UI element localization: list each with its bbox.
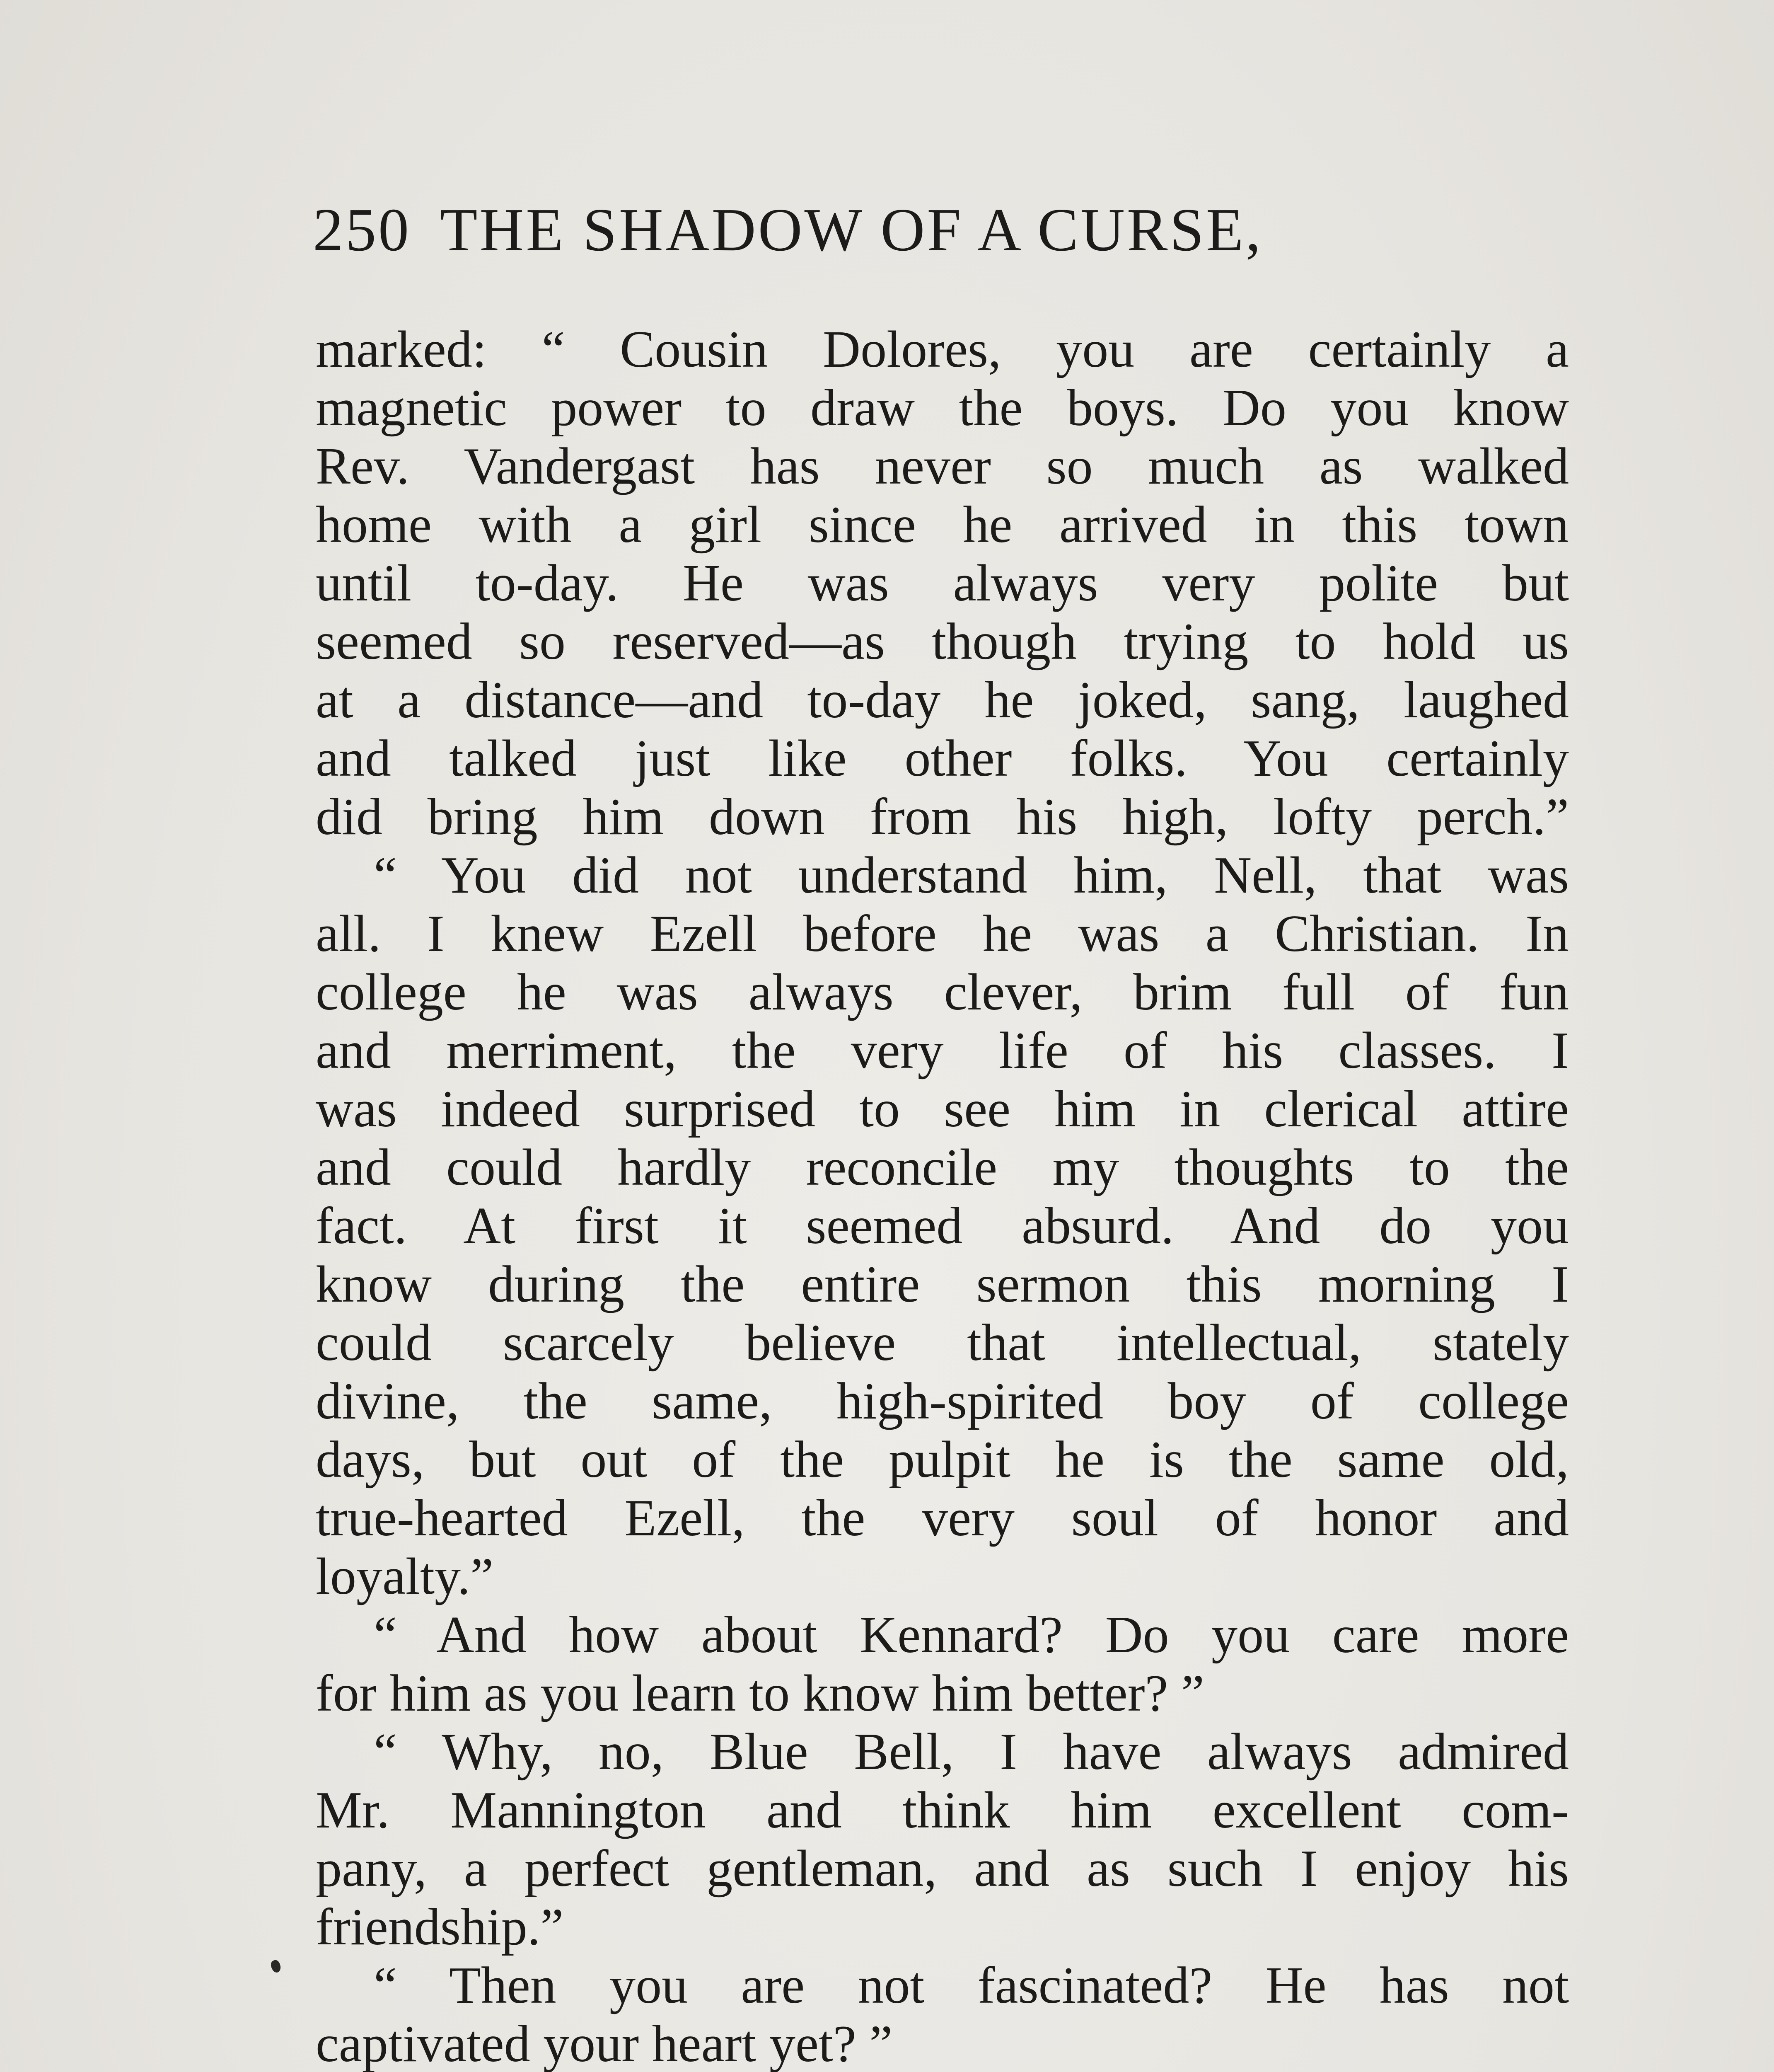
text-line: “ Why, no, Blue Bell, I have always admired: [374, 1723, 1569, 1781]
text-line: true-hearted Ezell, the very soul of honor and: [316, 1489, 1569, 1547]
text-line: and talked just like other folks. You certainly: [316, 730, 1569, 787]
text-line: and could hardly reconcile my thoughts to the: [316, 1139, 1569, 1196]
text-line: seemed so reserved—as though trying to hold us: [316, 613, 1569, 670]
text-line: “ You did not understand him, Nell, that was: [374, 847, 1569, 904]
text-line: until to-day. He was always very polite but: [316, 554, 1569, 612]
text-line: could scarcely believe that intellectual, stately: [316, 1314, 1569, 1372]
text-line: marked: “ Cousin Dolores, you are certainly a: [316, 321, 1569, 378]
text-line: fact. At first it seemed absurd. And do you: [316, 1197, 1569, 1255]
text-line: college he was always clever, brim full of fun: [316, 963, 1569, 1021]
text-line: loyalty.”: [316, 1548, 494, 1605]
text-line: “ And how about Kennard? Do you care more: [374, 1606, 1569, 1664]
page-number: 250: [313, 196, 411, 264]
body-text: [316, 320, 1569, 2072]
text-line: days, but out of the pulpit he is the same old,: [316, 1431, 1569, 1489]
running-title: THE SHADOW OF A CURSE,: [440, 196, 1263, 264]
text-line: Rev. Vandergast has never so much as walked: [316, 438, 1569, 495]
text-line: was indeed surprised to see him in clerical attire: [316, 1080, 1569, 1138]
text-line: and merriment, the very life of his classes. I: [316, 1022, 1569, 1080]
text-line: pany, a perfect gentleman, and as such I enjoy his: [316, 1840, 1569, 1898]
text-line: magnetic power to draw the boys. Do you know: [316, 379, 1569, 437]
text-line: divine, the same, high-spirited boy of college: [316, 1372, 1569, 1430]
text-line: at a distance—and to-day he joked, sang, laughed: [316, 671, 1569, 729]
text-line: for him as you learn to know him better? ”: [316, 1665, 1204, 1722]
page-header: [313, 197, 1431, 263]
text-line: know during the entire sermon this morning I: [316, 1256, 1569, 1313]
text-line: Mr. Mannington and think him excellent com-: [316, 1782, 1569, 1839]
text-line: friendship.”: [316, 1898, 564, 1956]
text-line: captivated your heart yet? ”: [316, 2015, 893, 2072]
text-line: “ Then you are not fascinated? He has not: [374, 1957, 1569, 2014]
ink-speck: [269, 1959, 283, 1974]
text-line: home with a girl since he arrived in this town: [316, 496, 1569, 554]
text-line: all. I knew Ezell before he was a Christian. In: [316, 905, 1569, 963]
text-line: did bring him down from his high, lofty perch.”: [316, 788, 1569, 846]
